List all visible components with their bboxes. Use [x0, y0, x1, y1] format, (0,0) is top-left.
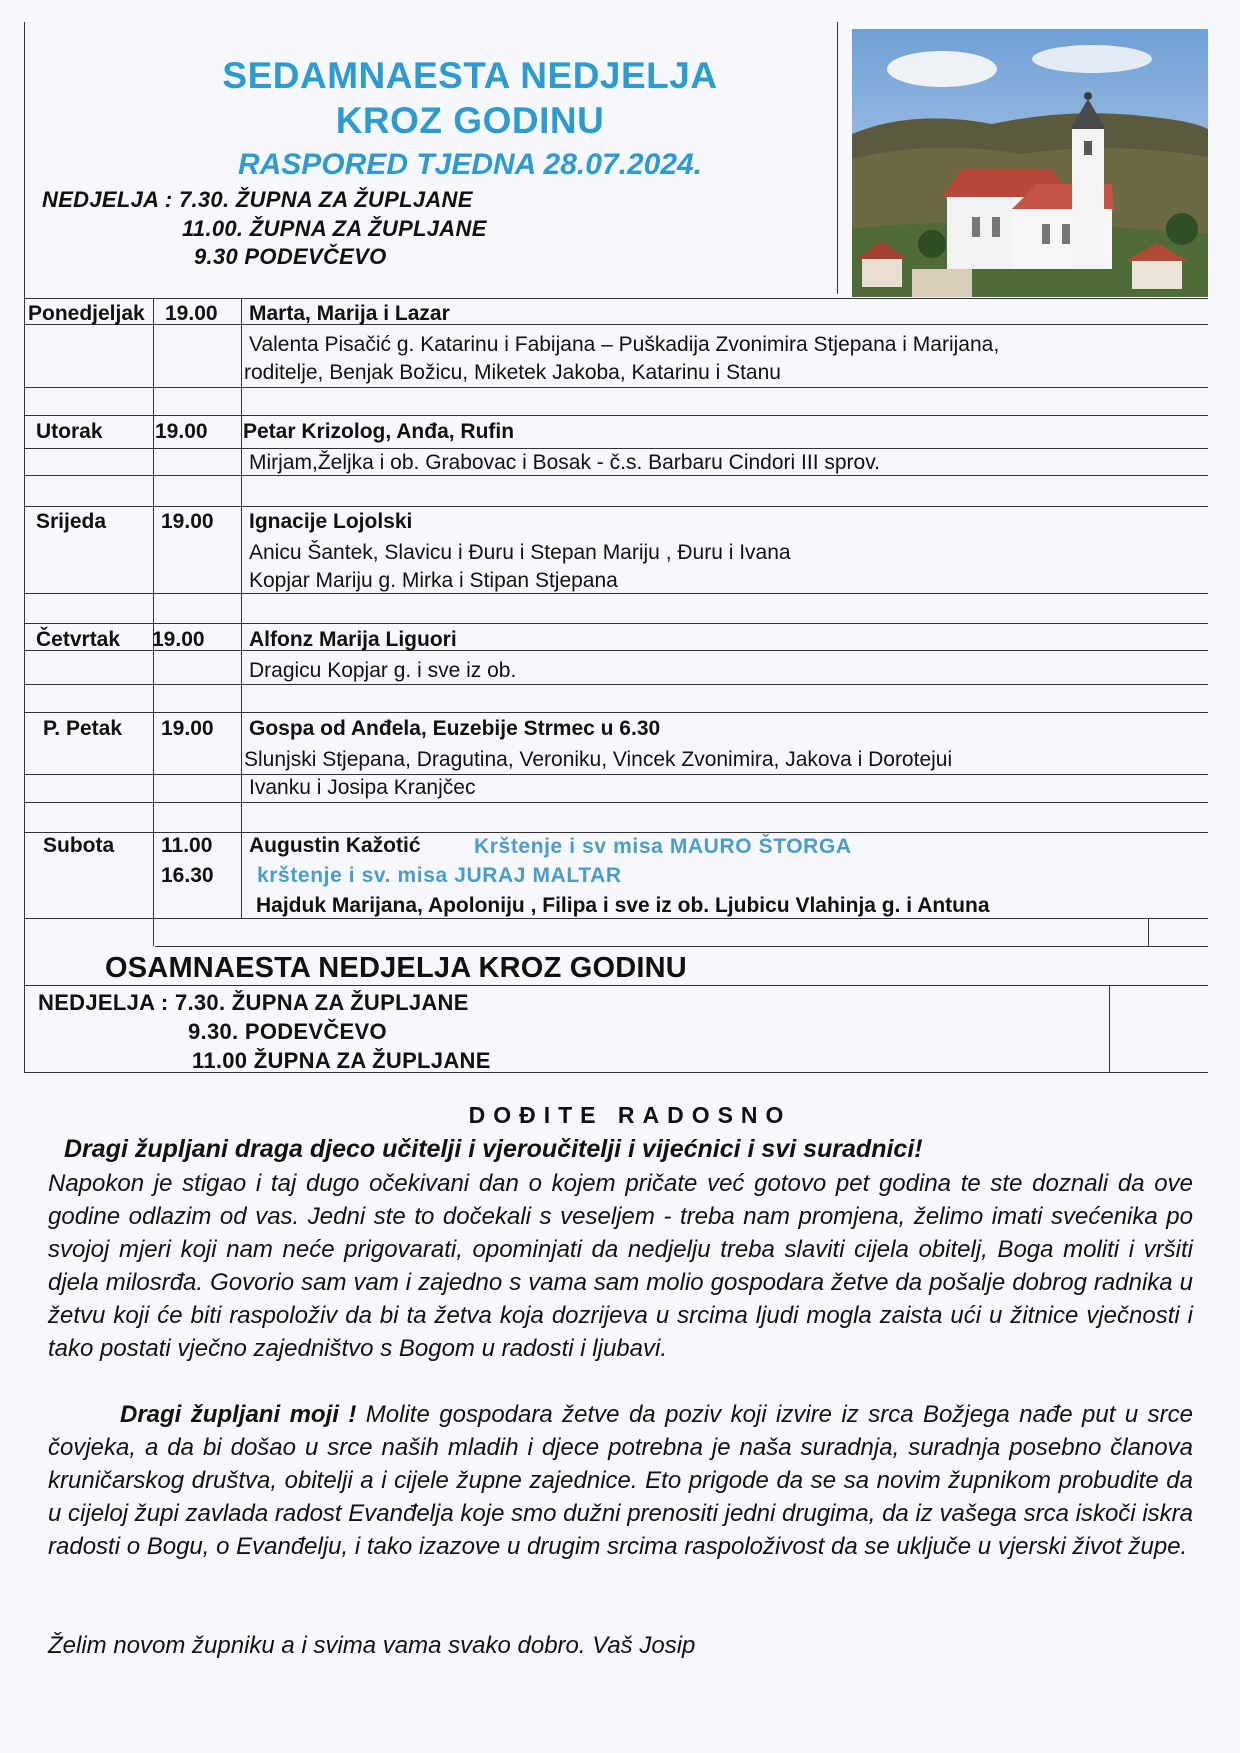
baptism-saturday-2: krštenje i sv. misa JURAJ MALTAR [257, 864, 622, 887]
time-thursday: 19.00 [152, 628, 205, 651]
next-week-line-3: 11.00 ŽUPNA ZA ŽUPLJANE [192, 1048, 491, 1073]
letter-closing: Želim novom župniku a i svima vama svako dobro. Vaš Josip [48, 1632, 696, 1659]
day-wednesday: Srijeda [36, 510, 107, 533]
intention-monday-2: roditelje, Benjak Božicu, Miketek Jakoba, Katarinu i Stanu [244, 361, 781, 384]
intention-monday-1: Valenta Pisačić g. Katarinu i Fabijana – Puškadija Zvonimira Stjepana i Marijana, [249, 333, 1000, 356]
time-friday: 19.00 [161, 717, 214, 740]
intention-saturday: Hajduk Marijana, Apoloniju , Filipa i sve iz ob. Ljubicu Vlahinja g. i Antuna [256, 894, 990, 917]
intention-thursday-1: Dragicu Kopjar g. i sve iz ob. [249, 659, 517, 682]
sunday-mass-1: NEDJELJA : 7.30. ŽUPNA ZA ŽUPLJANE [42, 187, 473, 212]
row-divider [24, 387, 1208, 388]
saint-friday: Gospa od Anđela, Euzebije Strmec u 6.30 [249, 717, 661, 740]
saint-saturday: Augustin Kažotić [249, 834, 421, 857]
cell-line [1148, 918, 1149, 946]
header-divider [837, 22, 838, 294]
page-subtitle: RASPORED TJEDNA 28.07.2024. [237, 148, 703, 181]
letter-greeting: Dragi župljani draga djeco učitelji i vjeroučitelji i vijećnici i svi suradnici! [64, 1135, 923, 1163]
next-week-title: OSAMNAESTA NEDJELJA KROZ GODINU [105, 952, 687, 984]
day-monday: Ponedjeljak [28, 302, 145, 325]
page-title-line2: KROZ GODINU [335, 100, 605, 141]
saint-monday: Marta, Marija i Lazar [249, 302, 450, 325]
day-tuesday: Utorak [36, 420, 103, 443]
saint-tuesday: Petar Krizolog, Anđa, Rufin [243, 420, 515, 443]
row-divider [24, 918, 1208, 919]
intention-tuesday-1: Mirjam,Željka i ob. Grabovac i Bosak - č.s. Barbaru Cindori III sprov. [249, 451, 880, 474]
church-photo-icon [852, 29, 1208, 297]
row-divider [24, 448, 1208, 449]
row-divider [24, 475, 1208, 476]
left-border [24, 22, 25, 1072]
letter-paragraph-2-lead: Dragi župljani moji ! [120, 1401, 357, 1428]
row-divider [24, 832, 1208, 833]
time-wednesday: 19.00 [161, 510, 214, 533]
sunday-mass-3: 9.30 PODEVČEVO [194, 244, 387, 269]
letter-paragraph-1-text: Napokon je stigao i taj dugo očekivani dan o kojem pričate već gotovo pet godina te ste doznali da ove godine odlazim od vas. Jedni ste to dočekali s veseljem - treba nam promjena, želimo imati svećenika po svojoj mjeri koji nam neće prigovarati, opominjati da nedjelju treba slaviti cijela obitelj, Boga moliti i vršiti djela milosrđa. Govorio sam vam i zajedno s vama sam molio gospodara žetve da pošalje dobrog radnika u žetvu koji će biti raspoloživ da bi ta žetva koja dozrijeva u srcima ljudi mogla zaista ući u žitnice vječnosti i tako postati vječno zajedništvo s Bogom u radosti i ljubavi. [48, 1170, 1193, 1362]
intention-wednesday-2: Kopjar Mariju g. Mirka i Stipan Stjepana [249, 569, 618, 592]
row-divider [24, 684, 1208, 685]
time-column-line [153, 298, 154, 946]
intention-friday-2: Ivanku i Josipa Kranjčec [249, 776, 476, 799]
row-divider [24, 593, 1208, 594]
letter-paragraph-1 [48, 1167, 1193, 1365]
saint-thursday: Alfonz Marija Liguori [249, 628, 457, 651]
intention-friday-1: Slunjski Stjepana, Dragutina, Veroniku, Vincek Zvonimira, Jakova i Dorotejui [244, 748, 953, 771]
entry-column-line [241, 298, 242, 918]
time-saturday-1: 11.00 [161, 834, 213, 857]
time-monday: 19.00 [165, 302, 218, 325]
time-tuesday: 19.00 [155, 420, 208, 443]
day-thursday: Četvrtak [36, 628, 121, 651]
day-friday: P. Petak [43, 717, 123, 740]
cell-line [1109, 985, 1110, 1072]
row-divider [24, 415, 1208, 416]
page-title-line1: SEDAMNAESTA NEDJELJA [222, 55, 718, 96]
row-divider [155, 946, 1208, 947]
intention-wednesday-1: Anicu Šantek, Slavicu i Đuru i Stepan Mariju , Đuru i Ivana [249, 541, 791, 564]
day-saturday: Subota [43, 834, 115, 857]
baptism-saturday-1: Krštenje i sv misa MAURO ŠTORGA [474, 835, 852, 858]
row-divider [24, 506, 1208, 507]
letter-paragraph-2 [48, 1398, 1193, 1563]
saint-wednesday: Ignacije Lojolski [249, 510, 413, 533]
next-week-line-1: NEDJELJA : 7.30. ŽUPNA ZA ŽUPLJANE [38, 990, 469, 1015]
letter-heading: DOĐITE RADOSNO [468, 1102, 792, 1128]
sunday-mass-2: 11.00. ŽUPNA ZA ŽUPLJANE [182, 216, 487, 241]
time-saturday-2: 16.30 [161, 864, 214, 887]
letter-paragraph-2-text: Molite gospodara žetve da poziv koji izvire iz srca Božjega nađe put u srce čovjeka, a da bi došao u srce naših mladih i djece potrebna je naša suradnja, suradnja posebno članova kruničarskog društva, obitelji a i cijele župne zajednice. Eto prigode da se sa novim župnikom probudite da u cijeloj župi zavlada radost Evanđelja koje smo dužni prenositi jedni drugima, da iz vašega srca iskoči iskra radosti o Bogu, o Evanđelju, i tako izazove u drugim srcima raspoloživost da se uključe u vjerski život župe. [48, 1401, 1194, 1560]
row-divider [24, 985, 1208, 986]
next-week-line-2: 9.30. PODEVČEVO [188, 1019, 387, 1044]
row-divider [24, 712, 1208, 713]
row-divider [24, 774, 1208, 775]
row-divider [24, 802, 1208, 803]
row-divider [24, 623, 1208, 624]
row-divider [24, 298, 1208, 299]
